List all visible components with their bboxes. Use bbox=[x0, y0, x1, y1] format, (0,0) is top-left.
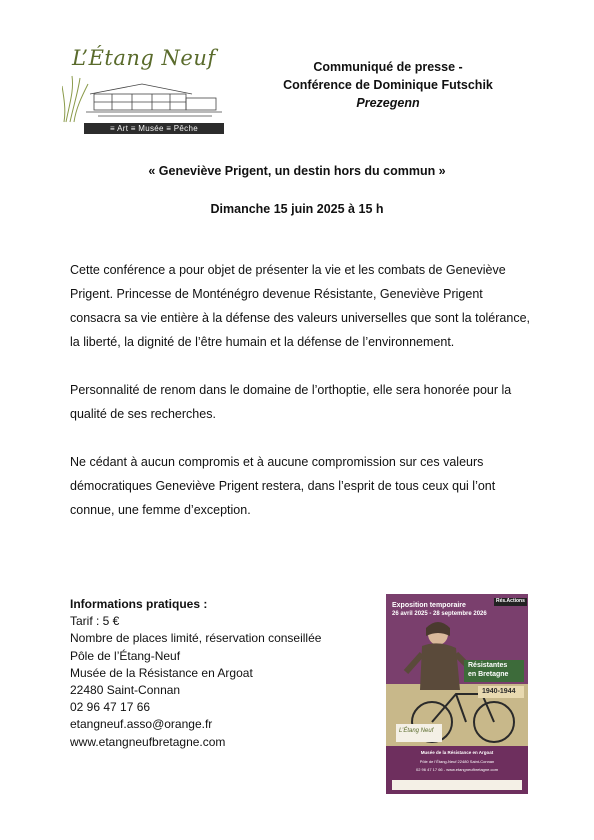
info-email[interactable]: etangneuf.asso@orange.fr bbox=[70, 717, 213, 732]
poster-title-1: Résistantes bbox=[468, 662, 508, 669]
paragraph-values: Ne cédant à aucun compromis et à aucune compromission sur ces valeurs démocratiques Geneviève Prigent restera, dans l’esprit de tous ceux qui l’ont connue, une femme d’exception. bbox=[70, 455, 496, 517]
poster-title-2: en Bretagne bbox=[468, 671, 509, 678]
logo-tagline: ≡ Art ≡ Musée ≡ Pêche bbox=[84, 123, 224, 134]
logo-illustration bbox=[62, 72, 226, 124]
event-title: « Geneviève Prigent, un destin hors du commun » bbox=[148, 164, 446, 178]
header-line-press: Communiqué de presse - bbox=[313, 60, 463, 74]
logo-title: L’Étang Neuf bbox=[72, 46, 216, 70]
paragraph-orthoptics: Personnalité de renom dans le domaine de l’orthoptie, elle sera honorée pour la qualité de ses recherches. bbox=[70, 383, 512, 421]
info-museum: Musée de la Résistance en Argoat bbox=[70, 665, 253, 680]
info-address: 22480 Saint-Connan bbox=[70, 683, 181, 698]
poster-exhibition-label: Exposition temporaire bbox=[392, 602, 466, 609]
practical-info bbox=[70, 596, 360, 751]
info-title: Informations pratiques : bbox=[70, 597, 208, 611]
poster-footer-2: Pôle de l’Étang-Neuf 22480 Saint-Connan bbox=[419, 759, 495, 764]
info-website[interactable]: www.etangneufbretagne.com bbox=[70, 734, 226, 749]
logo bbox=[62, 44, 226, 134]
exhibition-poster bbox=[386, 594, 528, 794]
info-phone: 02 96 47 17 66 bbox=[70, 700, 151, 715]
poster-dates: 26 avril 2025 - 28 septembre 2026 bbox=[392, 611, 487, 617]
event-date: Dimanche 15 juin 2025 à 15 h bbox=[210, 202, 384, 216]
press-release-header bbox=[246, 58, 530, 112]
info-price: Tarif : 5 € bbox=[70, 614, 120, 629]
info-venue: Pôle de l’Étang-Neuf bbox=[70, 648, 181, 663]
poster-badge: Rés.Actions bbox=[496, 598, 525, 604]
header-line-conference: Conférence de Dominique Futschik bbox=[283, 78, 493, 92]
poster-footer-1: Musée de la Résistance en Argoat bbox=[420, 750, 494, 755]
header-line-breton: Prezegenn bbox=[356, 96, 420, 110]
poster-years: 1940-1944 bbox=[482, 688, 516, 695]
body-text bbox=[70, 258, 536, 546]
paragraph-intro: Cette conférence a pour objet de présenter la vie et les combats de Geneviève Prigent. Princesse de Monténégro devenue Résistante, Geneviève Prigent consacra sa vie entière à la défense des valeurs universelles que sont la tolérance, la liberté, la dignité de l’être humain et la défense de l’environnement. bbox=[70, 263, 530, 349]
poster-logo: L’Étang Neuf bbox=[399, 728, 434, 734]
poster-footer-3: 02 96 47 17 66 - www.etangneufbretagne.com bbox=[415, 767, 499, 772]
info-booking: Nombre de places limité, réservation conseillée bbox=[70, 631, 322, 646]
